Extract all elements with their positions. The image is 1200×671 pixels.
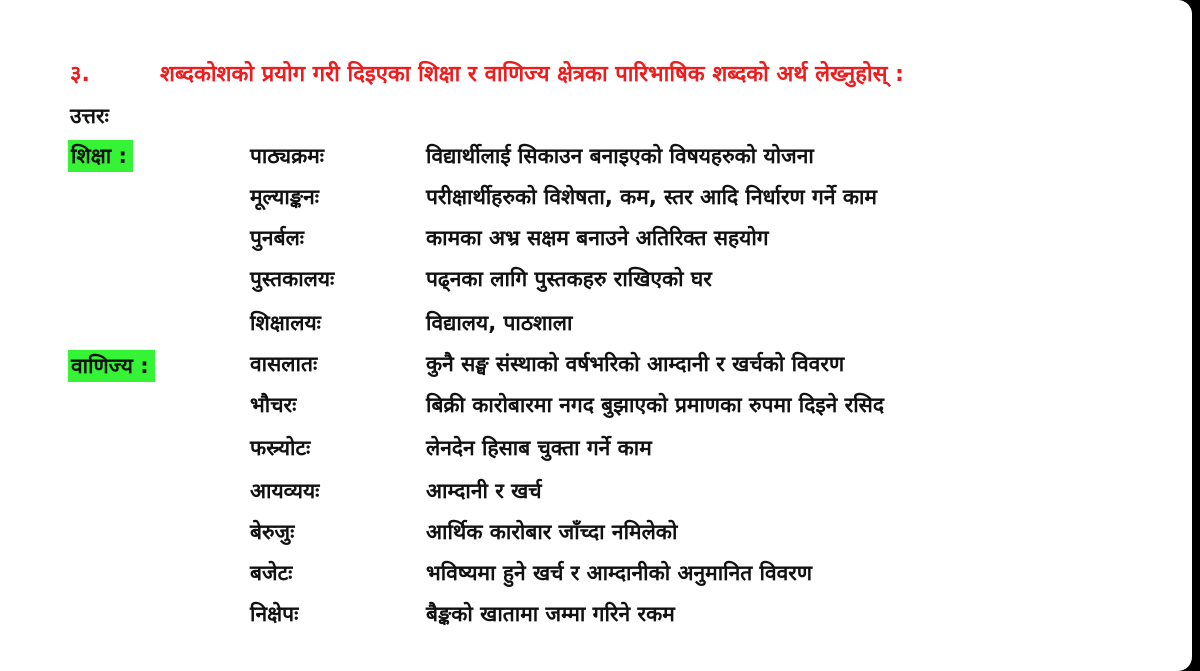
glossary-definition: विद्यार्थीलाई सिकाउन बनाइएको विषयहरुको योजना xyxy=(426,144,814,168)
glossary-definition: भविष्यमा हुने खर्च र आम्दानीको अनुमानित विवरण xyxy=(426,561,813,585)
glossary-term: शिक्षालयः xyxy=(250,311,321,335)
glossary-row xyxy=(0,259,1192,299)
glossary-term: फस्र्योटः xyxy=(250,436,311,460)
glossary-row xyxy=(0,344,1192,384)
glossary-row xyxy=(0,177,1192,217)
glossary-term: मूल्याङ्कनः xyxy=(250,185,319,209)
glossary-row xyxy=(0,512,1192,552)
glossary-definition: बैङ्कको खातामा जम्मा गरिने रकम xyxy=(426,602,675,626)
glossary-definition: आर्थिक कारोबार जाँच्दा नमिलेको xyxy=(426,520,678,544)
glossary-definition: विद्यालय, पाठशाला xyxy=(426,311,573,335)
glossary-definition: कुनै सङ्घ संस्थाको वर्षभरिको आम्दानी र खर्चको विवरण xyxy=(426,352,845,376)
glossary-definition: बिक्री कारोबारमा नगद बुझाएको प्रमाणका रुपमा दिइने रसिद xyxy=(426,393,885,417)
glossary-row xyxy=(0,594,1192,634)
glossary-row xyxy=(0,136,1192,176)
question-text: शब्दकोशको प्रयोग गरी दिइएका शिक्षा र वाणिज्य क्षेत्रका पारिभाषिक शब्दको अर्थ लेख्नुहोस् : xyxy=(160,62,904,87)
section-label-commerce: वाणिज्य : xyxy=(68,350,155,382)
glossary-term: निक्षेपः xyxy=(250,602,299,626)
glossary-definition: पढ्नका लागि पुस्तकहरु राखिएको घर xyxy=(426,267,712,291)
glossary-row xyxy=(0,218,1192,258)
glossary-definition: कामका अभ्र सक्षम बनाउने अतिरिक्त सहयोग xyxy=(426,226,769,250)
glossary-row xyxy=(0,471,1192,511)
section-label-education: शिक्षा : xyxy=(68,140,133,172)
glossary-definition: लेनदेन हिसाब चुक्ता गर्ने काम xyxy=(426,436,652,460)
glossary-row xyxy=(0,385,1192,425)
glossary-definition: परीक्षार्थीहरुको विशेषता, कम, स्तर आदि निर्धारण गर्ने काम xyxy=(426,185,877,209)
glossary-term: आयव्ययः xyxy=(250,479,320,503)
glossary-term: पुस्तकालयः xyxy=(250,267,335,291)
glossary-row xyxy=(0,303,1192,343)
glossary-term: बजेटः xyxy=(250,561,293,585)
glossary-term: पुनर्बलः xyxy=(250,226,305,250)
glossary-term: वासलातः xyxy=(250,352,318,376)
glossary-definition: आम्दानी र खर्च xyxy=(426,479,542,503)
glossary-term: भौचरः xyxy=(250,393,297,417)
glossary-term: पाठ्यक्रमः xyxy=(250,144,325,168)
glossary-row xyxy=(0,428,1192,468)
glossary-term: बेरुजुः xyxy=(250,520,295,544)
question-number: ३. xyxy=(70,62,90,87)
glossary-row xyxy=(0,553,1192,593)
answer-label: उत्तरः xyxy=(70,104,109,128)
